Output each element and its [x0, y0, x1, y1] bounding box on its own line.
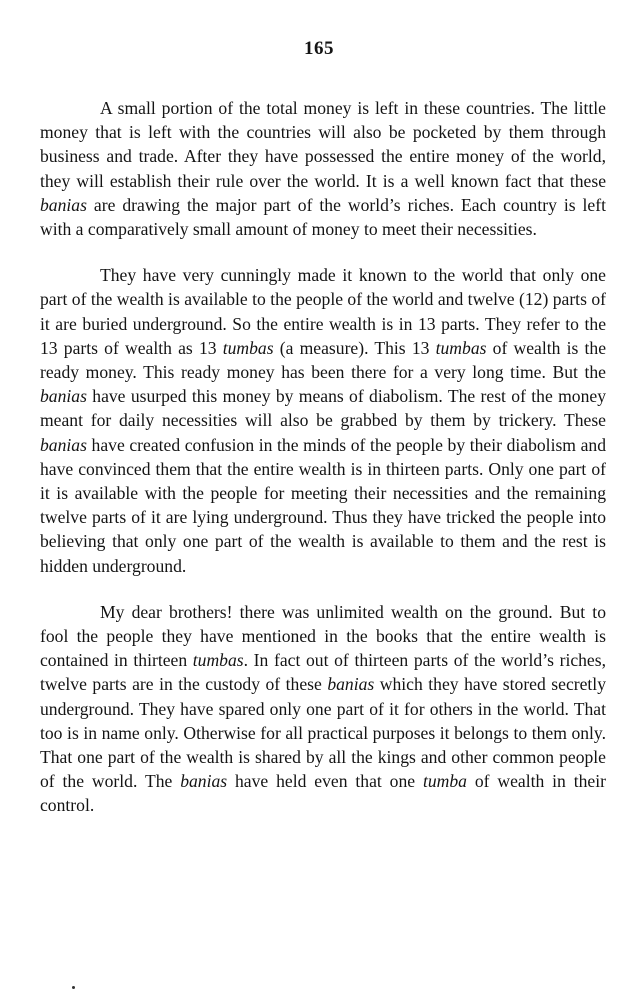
italic-term: tumbas: [222, 337, 274, 358]
text-run: have usurped this money by means of diabolism. The rest of the money meant for daily necessities will also be grabbed by them by trickery. These: [40, 386, 606, 431]
text-run: (a measure). This 13: [273, 337, 436, 358]
italic-term: banias: [40, 434, 87, 455]
italic-term: banias: [180, 771, 228, 792]
text-run: . In fact out of thirteen parts of the world’s riches, twelve parts are in the custody of these: [40, 650, 606, 695]
italic-term: banias: [40, 194, 87, 215]
text-run: of wealth is the ready money. This ready money has been there for a very long time. But the: [40, 337, 607, 383]
text-run: of wealth in their control.: [40, 771, 606, 816]
text-run: My dear brothers! there was unlimited wealth on the ground. But to fool the people they have mentioned in the books that the entire wealth is contained in thirteen: [40, 601, 606, 671]
scan-speck: [72, 986, 75, 989]
italic-term: banias: [327, 674, 375, 695]
text-run: which they have stored secretly underground. They have spared only one part of it for others in the world. That too is in name only. Otherwise for all practical purposes it belongs to them only. That one part of the wealth is shared by all the kings and other common people of the world. The: [40, 674, 606, 792]
text-run: are drawing the major part of the world’s riches. Each country is left with a comparatively small amount of money to meet their necessities.: [40, 194, 606, 240]
page-number: 165: [304, 38, 334, 59]
italic-term: banias: [40, 386, 87, 407]
paragraph-2: [40, 263, 606, 578]
text-run: They have very cunningly made it known to the world that only one part of the wealth is available to the people of the world and twelve (12) parts of it are buried underground. So the entire wealth is in 13 parts. They refer to the 13 parts of wealth as 13: [40, 265, 606, 358]
italic-term: tumba: [422, 771, 467, 792]
italic-term: tumbas: [192, 650, 244, 671]
text-run: have created confusion in the minds of the people by their diabolism and have convinced them that the entire wealth is in thirteen parts. Only one part of it is available with the people for meeting their necessities and the remaining twelve parts of it are lying underground. Thus they have tricked the people into believing that only one part of the wealth is available to them and the rest is hidden underground.: [40, 434, 606, 576]
paragraph-1: [40, 96, 606, 241]
text-run: A small portion of the total money is left in these countries. The little money that is left with the countries will also be pocketed by them through business and trade. After they have possessed the entire money of the world, they will establish their rule over the world. It is a well known fact that these: [40, 98, 606, 191]
page-body: [40, 96, 606, 818]
paragraph-3: [40, 600, 606, 818]
text-run: have held even that one: [227, 771, 423, 792]
italic-term: tumbas: [435, 337, 487, 358]
